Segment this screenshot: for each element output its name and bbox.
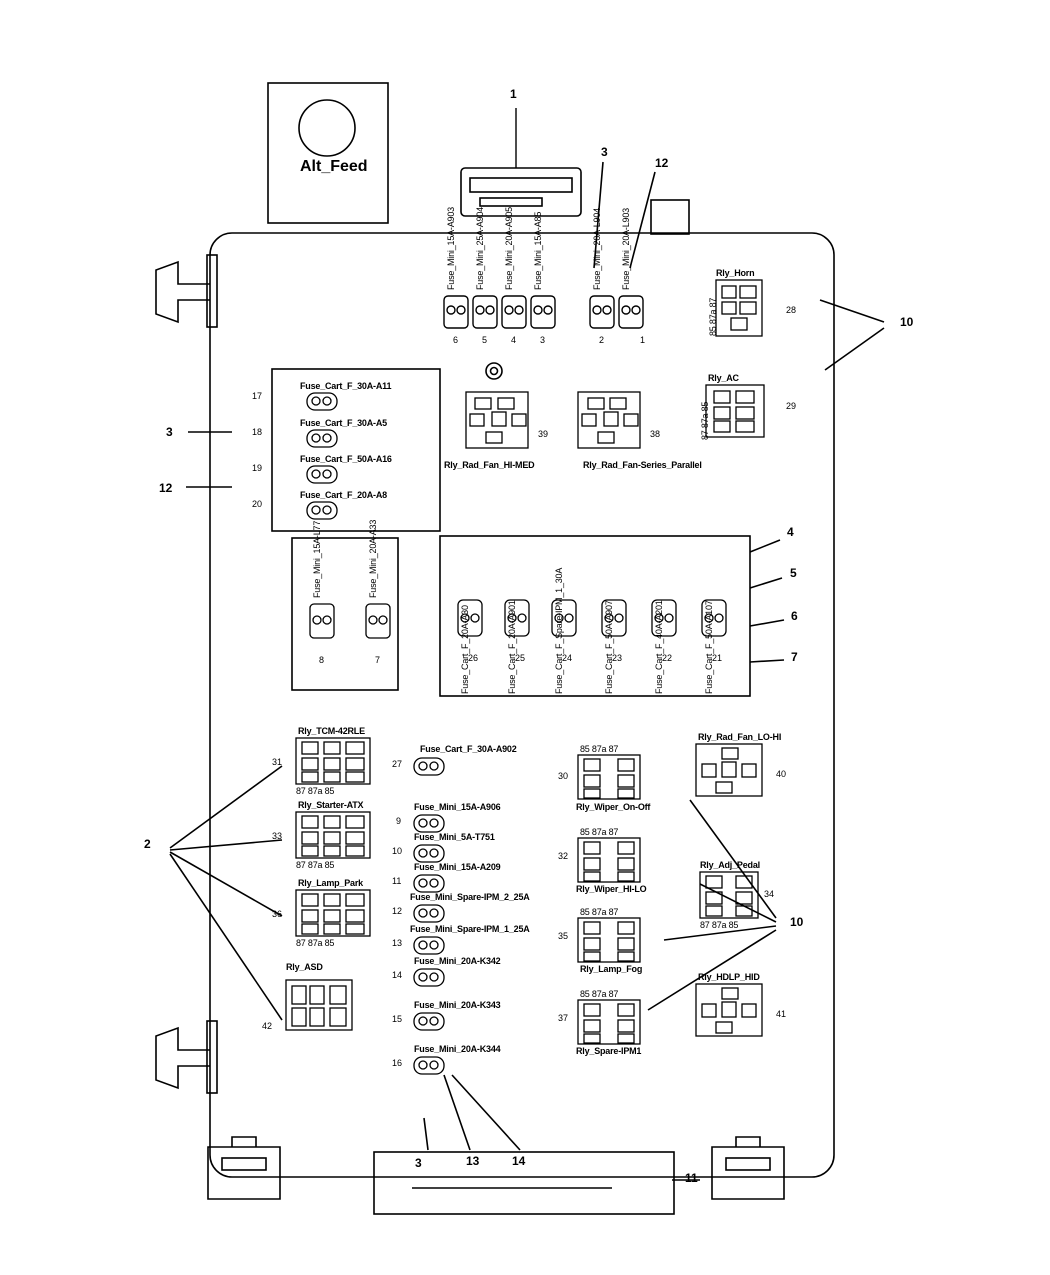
fuse-num-3: 3 (540, 335, 546, 345)
fuse-label-spare-ipm1-25a: Fuse_Mini_Spare-IPM_1_25A (410, 924, 530, 934)
callout-2: 2 (144, 837, 151, 851)
fuse-label-a209: Fuse_Mini_15A-A209 (414, 862, 501, 872)
relay-pins-starter: 87 87a 85 (296, 860, 335, 870)
relay-num-32: 32 (558, 851, 569, 861)
relay-pins-spare-ipm1: 85 87a 87 (580, 989, 619, 999)
callout-7: 7 (791, 650, 798, 664)
callout-10-right: 10 (900, 315, 914, 329)
relay-num-30: 30 (558, 771, 569, 781)
relay-label-asd: Rly_ASD (286, 962, 323, 972)
fuse-num-25: 25 (515, 653, 526, 663)
fuse-num-12: 12 (392, 906, 403, 916)
fuse-num-27: 27 (392, 759, 403, 769)
fuse-label-spare-ipm2-25a: Fuse_Mini_Spare-IPM_2_25A (410, 892, 530, 902)
relay-num-42: 42 (262, 1021, 273, 1031)
fuse-label-a33: Fuse_Mini_20A-A33 (368, 519, 378, 598)
fuse-num-17: 17 (252, 391, 263, 401)
callout-5: 5 (790, 566, 797, 580)
fuse-num-24: 24 (562, 653, 573, 663)
fuse-num-5: 5 (482, 335, 488, 345)
fuse-num-16: 16 (392, 1058, 403, 1068)
relay-num-36: 36 (272, 909, 283, 919)
callout-3-top: 3 (601, 145, 608, 159)
fuse-label-a11: Fuse_Cart_F_30A-A11 (300, 381, 392, 391)
relay-label-rad-fan-series-parallel: Rly_Rad_Fan-Series_Parallel (583, 460, 702, 470)
relay-num-40: 40 (776, 769, 787, 779)
callout-11: 11 (685, 1171, 698, 1185)
relay-label-ac: Rly_AC (708, 373, 739, 383)
fuse-num-22: 22 (662, 653, 673, 663)
fuse-num-23: 23 (612, 653, 623, 663)
fuse-label-a902: Fuse_Cart_F_30A-A902 (420, 744, 517, 754)
relay-pins-adj-pedal: 87 87a 85 (700, 920, 739, 930)
fuse-label-l903: Fuse_Mini_20A-L903 (621, 208, 631, 290)
fuse-label-a901: Fuse_Cart_F_20A-A901 (507, 600, 517, 694)
relay-num-34: 34 (764, 889, 775, 899)
callout-13: 13 (466, 1154, 480, 1168)
fuse-label-a16: Fuse_Cart_F_50A-A16 (300, 454, 392, 464)
fuse-label-a30: Fuse_Cart_F_20A-A30 (460, 605, 470, 694)
fuse-num-9: 9 (396, 816, 402, 826)
relay-num-28: 28 (786, 305, 797, 315)
fuse-num-2: 2 (599, 335, 605, 345)
relay-num-39: 39 (538, 429, 549, 439)
fuse-num-19: 19 (252, 463, 263, 473)
fuse-num-21: 21 (712, 653, 723, 663)
fuse-label-k342: Fuse_Mini_20A-K342 (414, 956, 501, 966)
fuse-label-a904: Fuse_Mini_25A-A904 (475, 207, 485, 290)
fuse-label-a8: Fuse_Cart_F_20A-A8 (300, 490, 387, 500)
fuse-num-1: 1 (640, 335, 646, 345)
callout-3-left: 3 (166, 425, 173, 439)
relay-label-rad-fan-hi-med: Rly_Rad_Fan_HI-MED (444, 460, 535, 470)
callout-4: 4 (787, 525, 794, 539)
callout-10-lower: 10 (790, 915, 804, 929)
relay-pins-ac: 87 87a 85 (700, 401, 710, 440)
relay-label-horn: Rly_Horn (716, 268, 755, 278)
callout-3-bottom: 3 (415, 1156, 422, 1170)
relay-label-tcm: Rly_TCM-42RLE (298, 726, 365, 736)
relay-pins-wiper-on-off: 85 87a 87 (580, 744, 619, 754)
alt-feed-label: Alt_Feed (300, 158, 368, 175)
relay-label-rad-fan-lo-hi: Rly_Rad_Fan_LO-HI (698, 732, 782, 742)
relay-label-wiper-on-off: Rly_Wiper_On-Off (576, 802, 651, 812)
fuse-num-10: 10 (392, 846, 403, 856)
relay-label-starter: Rly_Starter-ATX (298, 800, 364, 810)
relay-label-lamp-fog: Rly_Lamp_Fog (580, 964, 643, 974)
relay-pins-tcm: 87 87a 85 (296, 786, 335, 796)
fuse-label-l77: Fuse_Mini_15A-L77 (312, 520, 322, 598)
callout-12-top: 12 (655, 156, 669, 170)
fuse-label-l904: Fuse_Mini_20A-L904 (592, 208, 602, 290)
fuse-label-a906: Fuse_Mini_15A-A906 (414, 802, 501, 812)
fuse-label-a85: Fuse_Mini_15A-A85 (533, 211, 543, 290)
fuse-num-8: 8 (319, 655, 325, 665)
fuse-label-a907: Fuse_Cart_F_50A-A907 (604, 600, 614, 694)
relay-num-37: 37 (558, 1013, 569, 1023)
callout-6: 6 (791, 609, 798, 623)
callout-1: 1 (510, 87, 517, 101)
relay-label-lamp-park: Rly_Lamp_Park (298, 878, 363, 888)
fuse-label-t751: Fuse_Mini_5A-T751 (414, 832, 495, 842)
relay-pins-lamp-park: 87 87a 85 (296, 938, 335, 948)
relay-label-wiper-hi-lo: Rly_Wiper_HI-LO (576, 884, 647, 894)
fuse-label-a905: Fuse_Mini_20A-A905 (504, 207, 514, 290)
callout-14: 14 (512, 1154, 526, 1168)
relay-label-adj-pedal: Rly_Adj_Pedal (700, 860, 760, 870)
relay-num-31: 31 (272, 757, 283, 767)
relay-label-spare-ipm1: Rly_Spare-IPM1 (576, 1046, 642, 1056)
fuse-num-20: 20 (252, 499, 263, 509)
fuse-num-18: 18 (252, 427, 263, 437)
fuse-label-a107: Fuse_Cart_F_50A-A107 (704, 600, 714, 694)
relay-pins-wiper-hi-lo: 85 87a 87 (580, 827, 619, 837)
relay-num-33: 33 (272, 831, 283, 841)
fuse-label-k343: Fuse_Mini_20A-K343 (414, 1000, 501, 1010)
relay-pins-horn: 85 87a 87 (708, 297, 718, 336)
fuse-label-a201: Fuse_Cart_F_40A-A201 (654, 600, 664, 694)
callout-12-left: 12 (159, 481, 173, 495)
fuse-num-14: 14 (392, 970, 403, 980)
relay-label-hdlp-hid: Rly_HDLP_HID (698, 972, 760, 982)
fuse-num-7: 7 (375, 655, 381, 665)
relay-pins-lamp-fog: 85 87a 87 (580, 907, 619, 917)
fuse-label-a5: Fuse_Cart_F_30A-A5 (300, 418, 387, 428)
fuse-num-13: 13 (392, 938, 403, 948)
relay-num-35: 35 (558, 931, 569, 941)
fuse-label-k344: Fuse_Mini_20A-K344 (414, 1044, 501, 1054)
fuse-num-15: 15 (392, 1014, 403, 1024)
fuse-num-4: 4 (511, 335, 517, 345)
fuse-num-6: 6 (453, 335, 459, 345)
fuse-label-spare-ipm1-30a: Fuse_Cart_F_Spare-IPM_1_30A (554, 567, 564, 694)
relay-num-41: 41 (776, 1009, 787, 1019)
relay-num-38: 38 (650, 429, 661, 439)
fuse-num-11: 11 (392, 876, 402, 886)
relay-num-29: 29 (786, 401, 797, 411)
fuse-label-a903: Fuse_Mini_15A-A903 (446, 207, 456, 290)
fuse-num-26: 26 (468, 653, 479, 663)
